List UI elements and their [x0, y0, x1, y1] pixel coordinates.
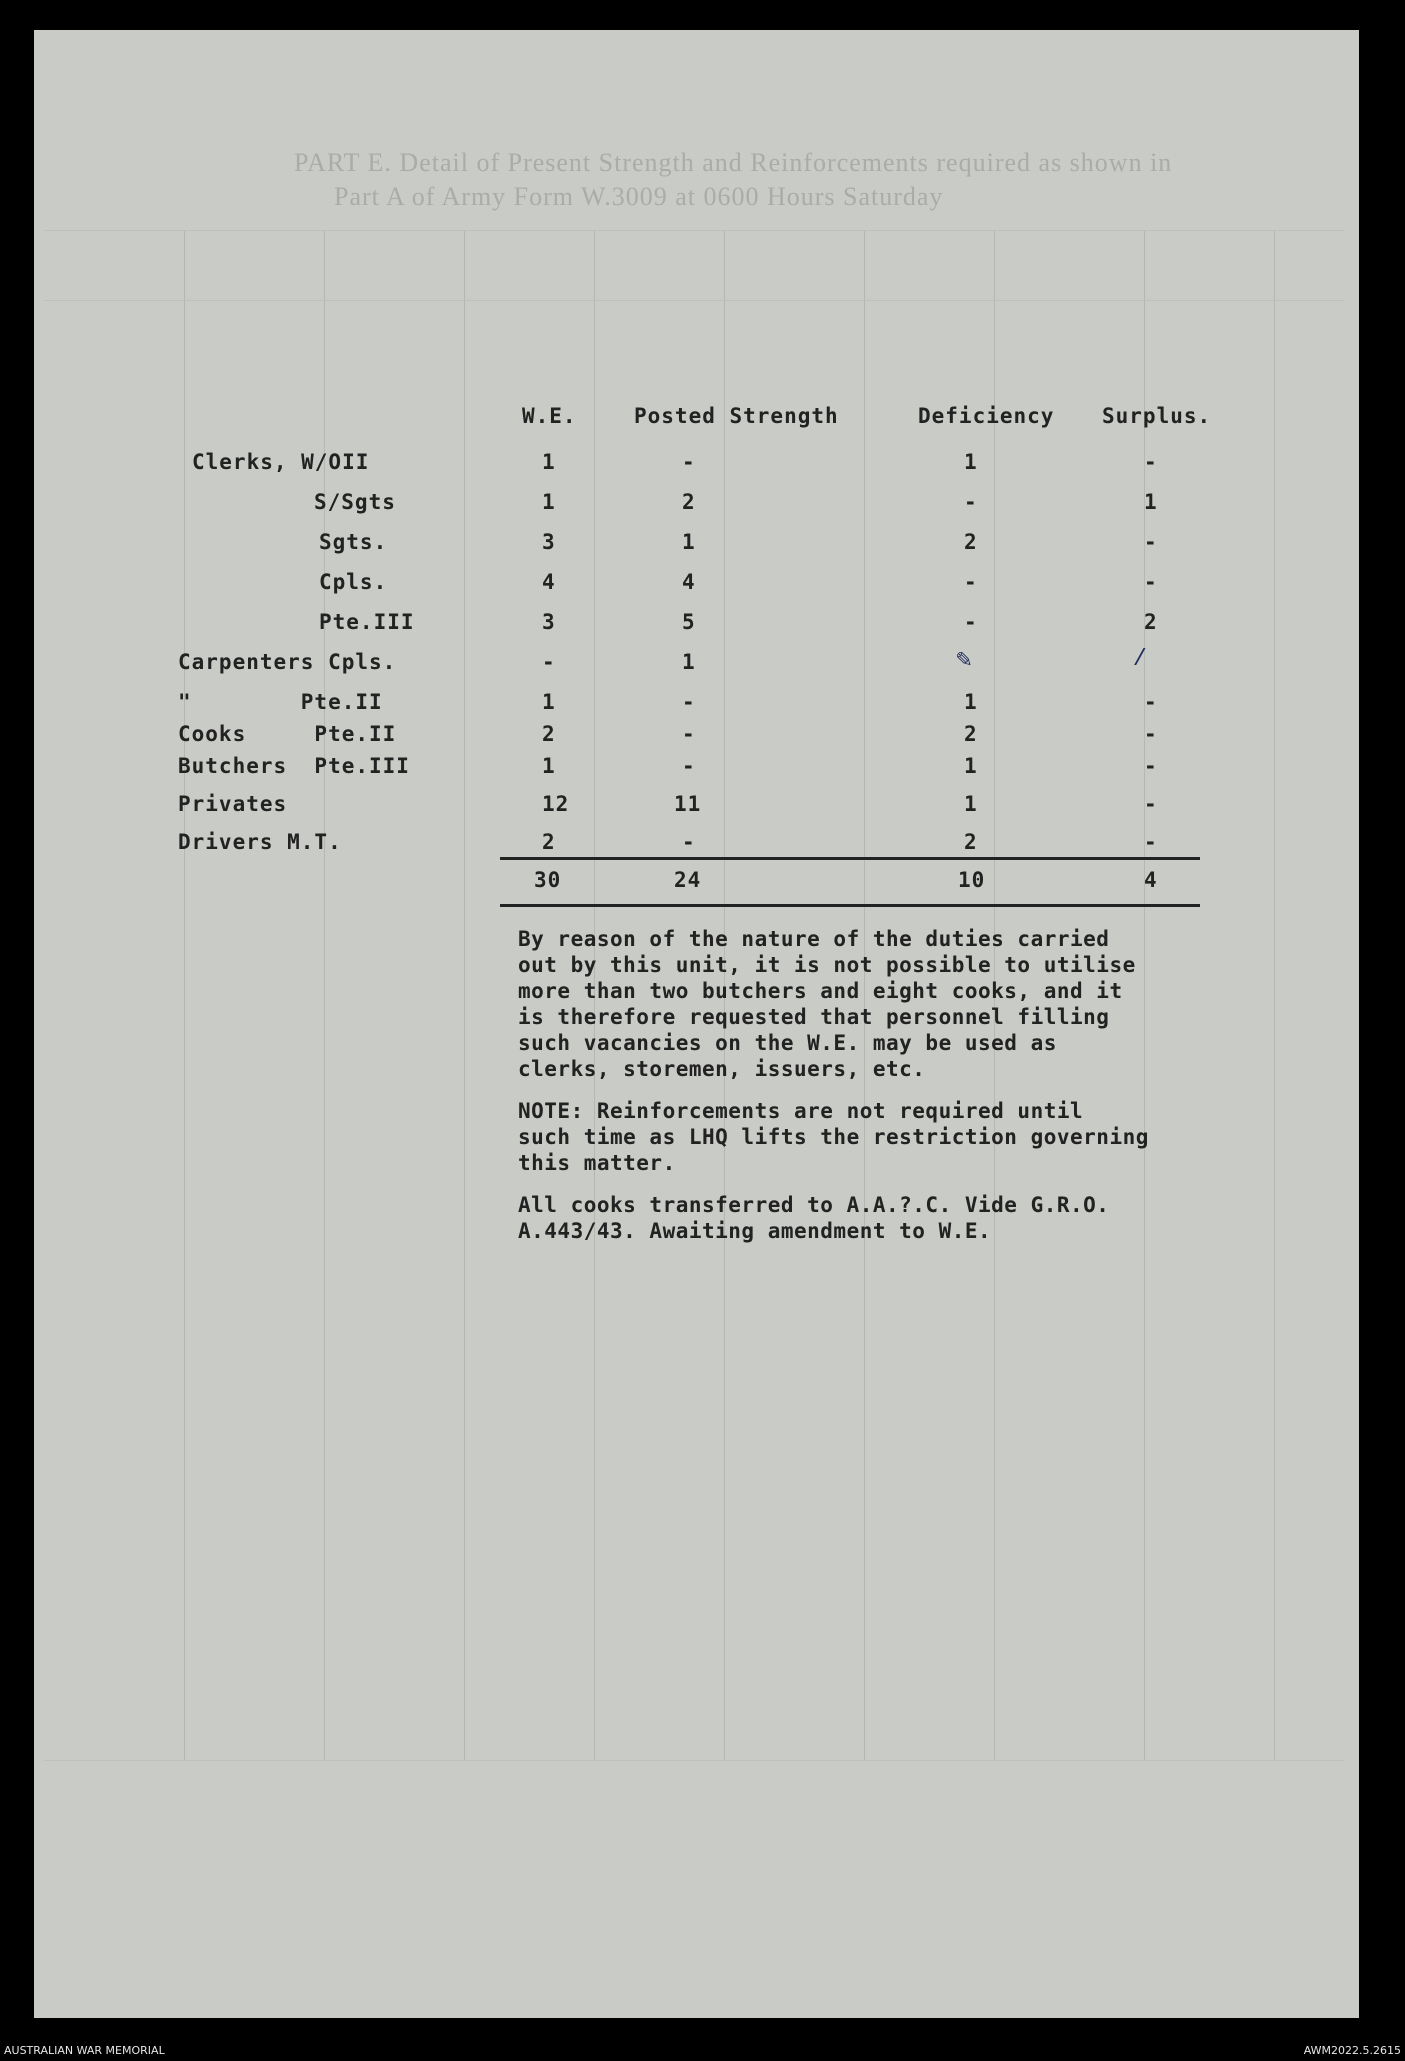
- cell-deficiency: 2: [964, 830, 978, 854]
- cell-posted: 4: [682, 570, 696, 594]
- ghost-form-title-1: PART E. Detail of Present Strength and Reinforcements required as shown in: [294, 148, 1173, 177]
- ghost-rule: [44, 1760, 1344, 1761]
- paragraph-line: clerks, storemen, issuers, etc.: [518, 1057, 926, 1081]
- handwritten-overstrike: ✎: [956, 644, 972, 674]
- cell-posted: -: [682, 722, 696, 746]
- handwritten-mark: ⁄: [1132, 642, 1148, 672]
- col-header-we: W.E.: [522, 404, 577, 428]
- cell-deficiency: 2: [964, 722, 978, 746]
- cell-posted: -: [682, 690, 696, 714]
- cell-we: 3: [542, 610, 556, 634]
- ghost-rule: [44, 300, 1344, 301]
- row-label: Butchers Pte.III: [178, 754, 410, 778]
- total-posted: 24: [674, 868, 702, 892]
- cell-surplus: -: [1144, 830, 1158, 854]
- row-label: Drivers M.T.: [178, 830, 342, 854]
- paragraph-line: A.443/43. Awaiting amendment to W.E.: [518, 1219, 992, 1243]
- note-line: this matter.: [518, 1151, 676, 1175]
- cell-we: 3: [542, 530, 556, 554]
- cell-posted: 2: [682, 490, 696, 514]
- cell-surplus: -: [1144, 570, 1158, 594]
- col-header-deficiency: Deficiency: [918, 404, 1055, 428]
- cell-we: 1: [542, 490, 556, 514]
- cell-deficiency: -: [964, 610, 978, 634]
- row-label: Sgts.: [319, 530, 388, 554]
- cell-deficiency: 1: [964, 690, 978, 714]
- cell-we: 12: [542, 792, 570, 816]
- cell-surplus: -: [1144, 450, 1158, 474]
- cell-surplus: -: [1144, 722, 1158, 746]
- cell-posted: 5: [682, 610, 696, 634]
- cell-we: 2: [542, 830, 556, 854]
- cell-deficiency: -: [964, 490, 978, 514]
- note-line: such time as LHQ lifts the restriction governing: [518, 1125, 1149, 1149]
- cell-posted: -: [682, 830, 696, 854]
- row-label: " Pte.II: [178, 690, 383, 714]
- cell-surplus: -: [1144, 690, 1158, 714]
- paragraph-line: such vacancies on the W.E. may be used as: [518, 1031, 1057, 1055]
- cell-posted: 11: [674, 792, 702, 816]
- cell-posted: 1: [682, 530, 696, 554]
- cell-surplus: 1: [1144, 490, 1158, 514]
- cell-deficiency: -: [964, 570, 978, 594]
- cell-deficiency: 1: [964, 450, 978, 474]
- cell-deficiency: 1: [964, 792, 978, 816]
- cell-surplus: -: [1144, 754, 1158, 778]
- total-deficiency: 10: [958, 868, 986, 892]
- ghost-rule: [464, 230, 465, 1760]
- paragraph-line: is therefore requested that personnel filling: [518, 1005, 1110, 1029]
- cell-surplus: -: [1144, 792, 1158, 816]
- col-header-posted: Posted Strength: [634, 404, 839, 428]
- cell-we: 4: [542, 570, 556, 594]
- paragraph-line: All cooks transferred to A.A.?.C. Vide G.R.O.: [518, 1193, 1110, 1217]
- total-rule-top: [500, 857, 1200, 860]
- document-sheet: [34, 30, 1359, 2018]
- cell-we: -: [542, 650, 556, 674]
- cell-deficiency: 2: [964, 530, 978, 554]
- cell-posted: 1: [682, 650, 696, 674]
- row-label: S/Sgts: [314, 490, 396, 514]
- cell-we: 1: [542, 450, 556, 474]
- cell-posted: -: [682, 754, 696, 778]
- total-we: 30: [534, 868, 562, 892]
- paragraph-line: more than two butchers and eight cooks, and it: [518, 979, 1123, 1003]
- note-line: NOTE: Reinforcements are not required until: [518, 1099, 1084, 1123]
- col-header-surplus: Surplus.: [1102, 404, 1212, 428]
- archive-reference: AWM2022.5.2615: [1303, 2044, 1401, 2057]
- archive-credit: AUSTRALIAN WAR MEMORIAL: [4, 2044, 165, 2057]
- row-label: Clerks, W/OII: [192, 450, 370, 474]
- row-label: Cooks Pte.II: [178, 722, 397, 746]
- total-surplus: 4: [1144, 868, 1158, 892]
- cell-we: 2: [542, 722, 556, 746]
- row-label: Privates: [178, 792, 288, 816]
- cell-deficiency: 1: [964, 754, 978, 778]
- cell-we: 1: [542, 754, 556, 778]
- ghost-rule: [184, 230, 185, 1760]
- ghost-rule: [44, 230, 1344, 231]
- cell-posted: -: [682, 450, 696, 474]
- cell-we: 1: [542, 690, 556, 714]
- cell-surplus: 2: [1144, 610, 1158, 634]
- total-rule-bottom: [500, 904, 1200, 907]
- cell-surplus: -: [1144, 530, 1158, 554]
- ghost-form-title-2: Part A of Army Form W.3009 at 0600 Hours Saturday: [334, 182, 944, 211]
- row-label: Cpls.: [319, 570, 388, 594]
- row-label: Carpenters Cpls.: [178, 650, 397, 674]
- row-label: Pte.III: [319, 610, 415, 634]
- paragraph-line: By reason of the nature of the duties carried: [518, 927, 1110, 951]
- paragraph-line: out by this unit, it is not possible to utilise: [518, 953, 1136, 977]
